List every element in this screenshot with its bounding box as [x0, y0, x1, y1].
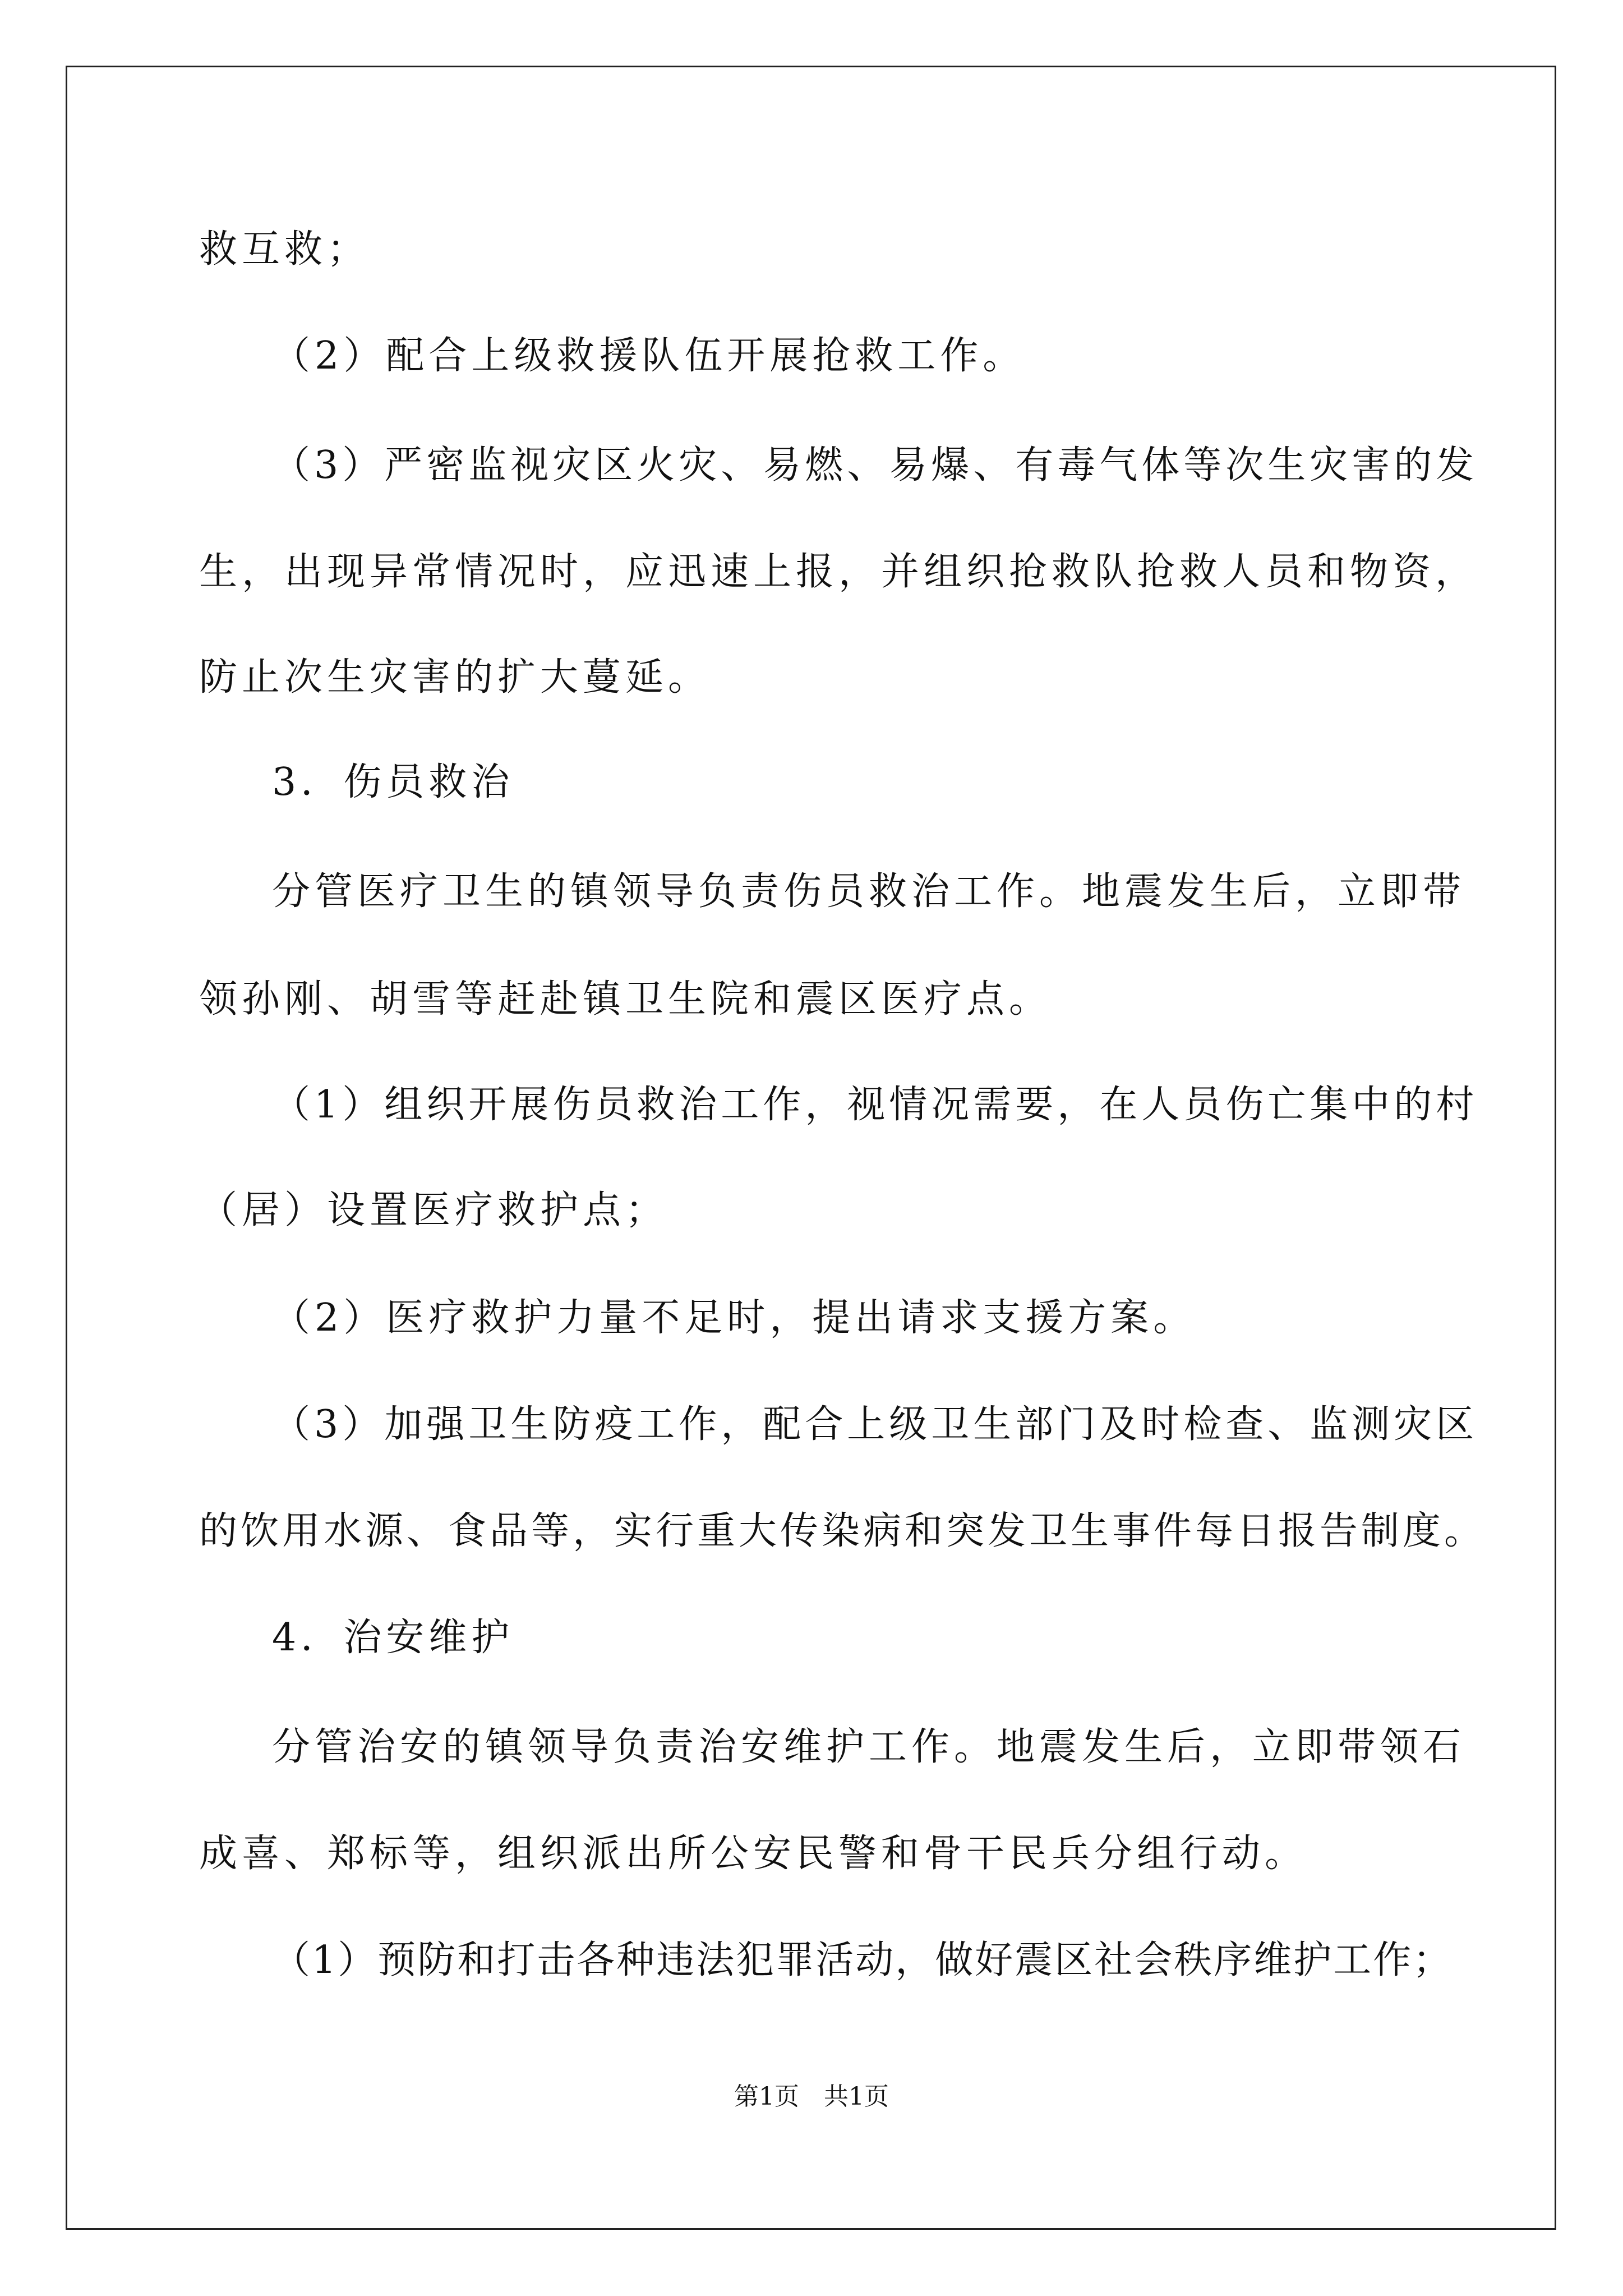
section-heading-4: 4．治安维护	[272, 1616, 514, 1660]
text-line-12: （3）加强卫生防疫工作，配合上级卫生部门及时检查、监测灾区	[272, 1402, 1478, 1447]
text-line-13: 的饮用水源、食品等，实行重大传染病和突发卫生事件每日报告制度。	[199, 1509, 1486, 1553]
text-line-3: （3）严密监视灾区火灾、易燃、易爆、有毒气体等次生灾害的发	[272, 443, 1478, 487]
text-line-8: 领孙刚、胡雪等赶赴镇卫生院和震区医疗点。	[199, 977, 1052, 1022]
text-line-17: （1）预防和打击各种违法犯罪活动，做好震区社会秩序维护工作；	[272, 1938, 1453, 1982]
page-border	[66, 66, 1556, 2230]
text-line-9: （1）组织开展伤员救治工作，视情况需要，在人员伤亡集中的村	[272, 1083, 1478, 1127]
text-line-5: 防止次生灾害的扩大蔓延。	[199, 655, 711, 700]
section-heading-3: 3．伤员救治	[272, 760, 514, 804]
text-line-15: 分管治安的镇领导负责治安维护工作。地震发生后，立即带领石	[272, 1725, 1466, 1769]
text-line-10: （居）设置医疗救护点；	[199, 1188, 668, 1232]
text-line-2: （2）配合上级救援队伍开展抢救工作。	[272, 334, 1026, 378]
text-line-7: 分管医疗卫生的镇领导负责伤员救治工作。地震发生后，立即带	[272, 869, 1466, 914]
text-line-16: 成喜、郑标等，组织派出所公安民警和骨干民兵分组行动。	[199, 1832, 1308, 1876]
text-line-1: 救互救；	[199, 227, 370, 272]
page-footer: 第1页 共1页	[734, 2082, 889, 2111]
text-line-11: （2）医疗救护力量不足时，提出请求支援方案。	[272, 1296, 1196, 1340]
text-line-4: 生，出现异常情况时，应迅速上报，并组织抢救队抢救人员和物资，	[199, 550, 1478, 594]
